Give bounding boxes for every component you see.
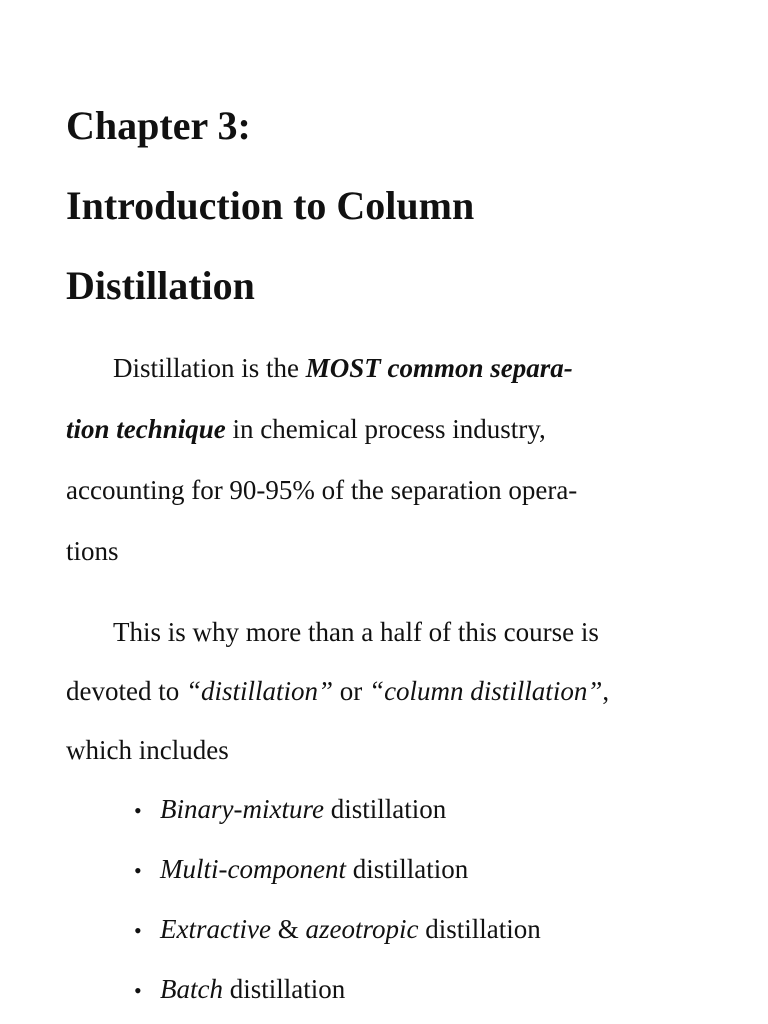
intro-line-3: accounting for 90-95% of the separation opera- <box>66 475 578 505</box>
bullet-icon: • <box>134 798 142 823</box>
list-item-text: distillation <box>323 794 447 824</box>
emphasis-text: tion technique <box>66 414 226 444</box>
list-item-text: distillation <box>222 974 346 1004</box>
course-line-3: which includes <box>66 735 229 765</box>
course-text: , <box>602 676 610 706</box>
intro-line-1 <box>66 338 736 399</box>
italic-term: “column distillation” <box>369 676 603 706</box>
chapter-heading <box>66 86 726 326</box>
course-line-2 <box>66 662 736 721</box>
list-item-term: Batch <box>160 974 223 1004</box>
bullet-icon: • <box>134 858 142 883</box>
course-text: devoted to <box>66 676 186 706</box>
intro-text: in chemical process industry, <box>225 414 546 444</box>
list-item-term: Multi-component <box>160 854 346 884</box>
bullet-icon: • <box>134 978 142 1003</box>
list-item-term: Extractive <box>160 914 271 944</box>
list-item-text: distillation <box>418 914 541 944</box>
list-item <box>134 960 734 1020</box>
intro-text: Distillation is the <box>113 353 306 383</box>
list-item-text: & <box>270 914 306 944</box>
chapter-title-line-2: Distillation <box>66 263 255 308</box>
course-line-1: This is why more than a half of this course is <box>113 617 599 647</box>
intro-paragraph <box>66 338 736 582</box>
list-item-term: Binary-mixture <box>160 794 324 824</box>
intro-line-2 <box>66 399 736 460</box>
list-item <box>134 900 734 960</box>
list-item-text: distillation <box>345 854 469 884</box>
course-text: or <box>333 676 370 706</box>
course-paragraph <box>66 603 736 780</box>
distillation-types-list <box>134 780 734 1020</box>
chapter-number: Chapter 3: <box>66 103 251 148</box>
list-item <box>134 840 734 900</box>
intro-line-4: tions <box>66 536 119 566</box>
chapter-title-line-1: Introduction to Column <box>66 183 475 228</box>
emphasis-text: MOST common separa- <box>305 353 573 383</box>
bullet-icon: • <box>134 918 142 943</box>
list-item <box>134 780 734 840</box>
list-item-term: azeotropic <box>305 914 419 944</box>
italic-term: “distillation” <box>185 676 334 706</box>
